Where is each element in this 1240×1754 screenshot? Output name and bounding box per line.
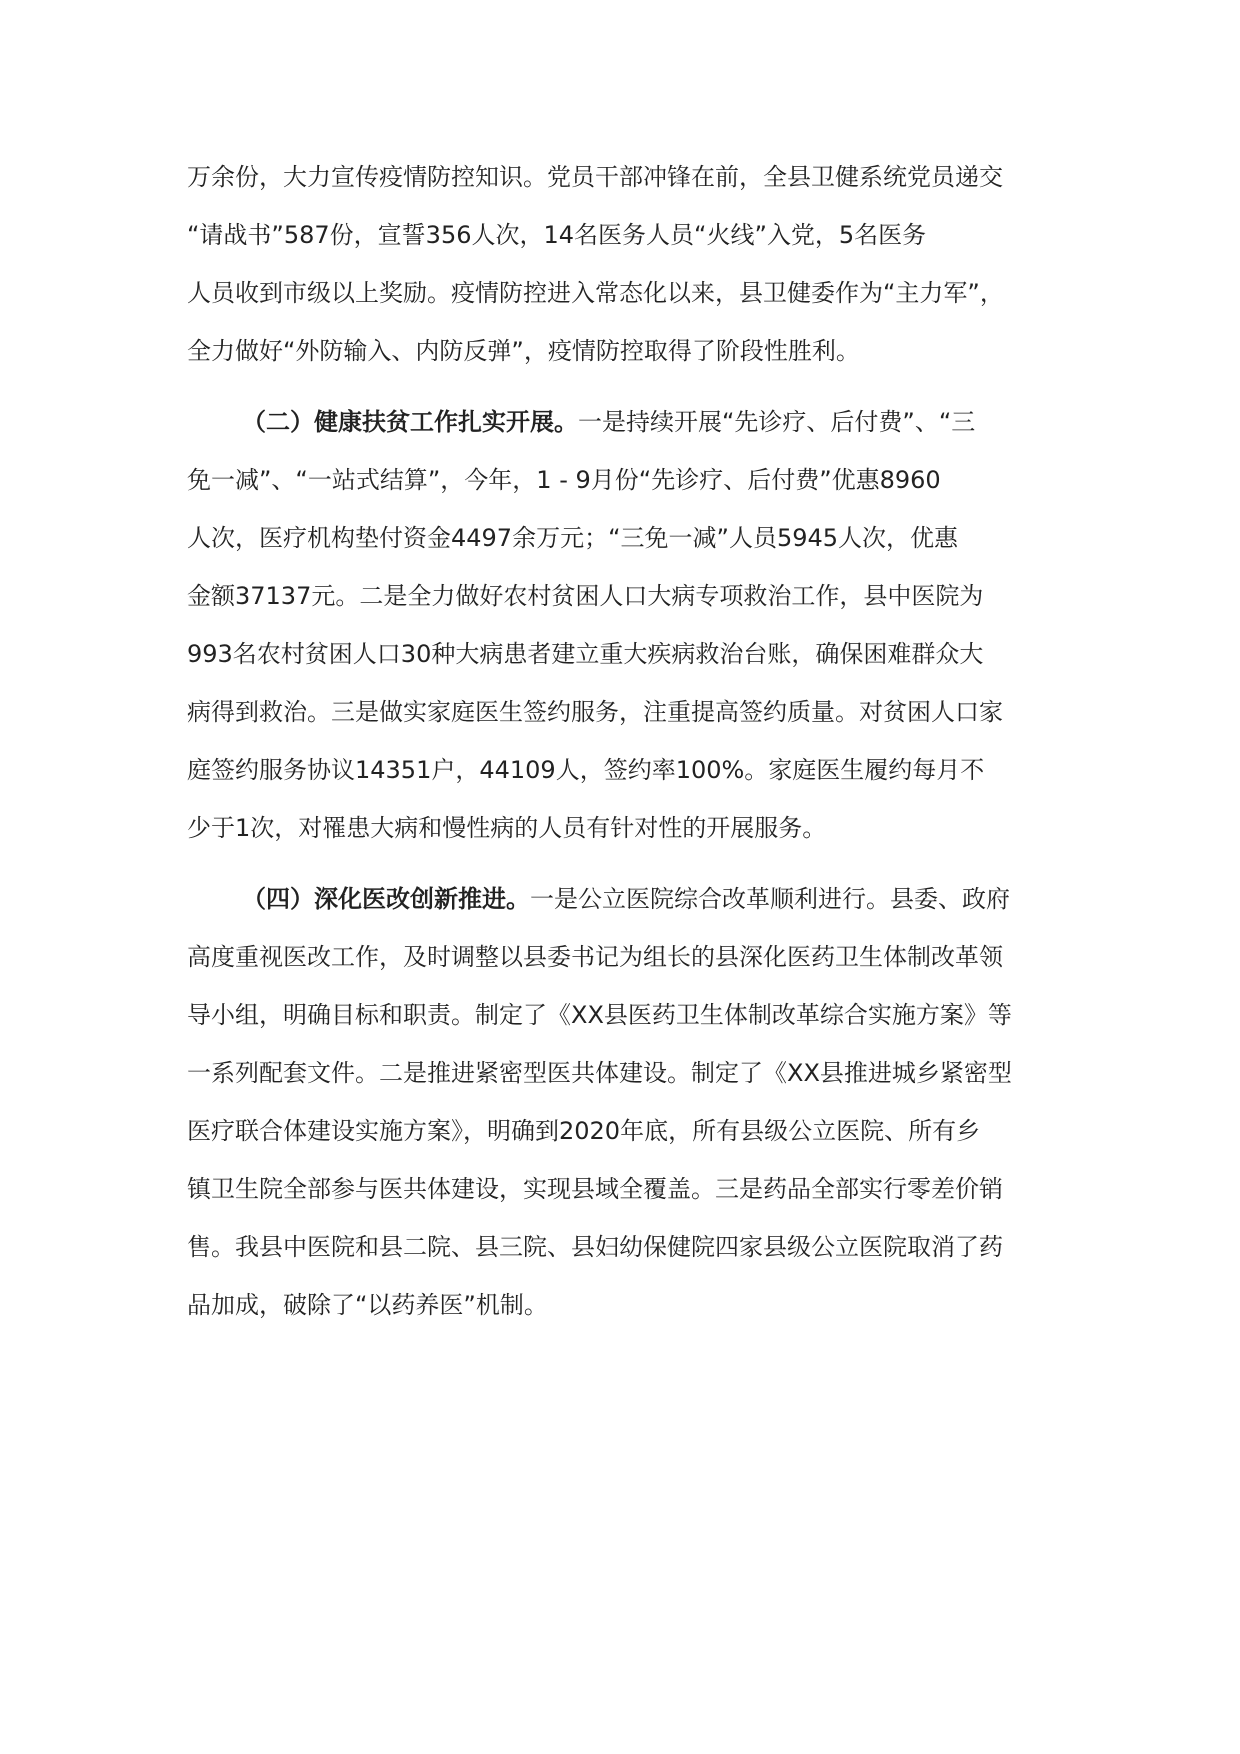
paragraph-3-line-3: 导小组，明确目标和职责。制定了《XX县医药卫生体制改革综合实施方案》等 — [187, 1001, 1012, 1029]
paragraph-1-line-2: “请战书”587份，宣誓356人次，14名医务人员“火线”入党，5名医务 — [187, 221, 927, 249]
paragraph-2-line-5: 993名农村贫困人口30种大病患者建立重大疾病救治台账，确保困难群众大 — [187, 640, 984, 668]
paragraph-2-line-1-text: 一是持续开展“先诊疗、后付费”、“三 — [578, 408, 976, 436]
paragraph-2-line-7: 庭签约服务协议14351户，44109人，签约率100%。家庭医生履约每月不 — [187, 756, 985, 784]
paragraph-1-line-4: 全力做好“外防输入、内防反弹”，疫情防控取得了阶段性胜利。 — [187, 337, 860, 365]
paragraph-3-line-1 — [242, 879, 1142, 919]
paragraph-1-line-3: 人员收到市级以上奖励。疫情防控进入常态化以来，县卫健委作为“主力军”， — [187, 279, 1004, 307]
paragraph-2-line-4: 金额37137元。二是全力做好农村贫困人口大病专项救治工作，县中医院为 — [187, 582, 984, 610]
section-heading-4: （四）深化医改创新推进。 — [242, 885, 530, 913]
paragraph-3-line-8: 品加成，破除了“以药养医”机制。 — [187, 1291, 548, 1319]
paragraph-2-line-8: 少于1次，对罹患大病和慢性病的人员有针对性的开展服务。 — [187, 814, 827, 842]
paragraph-2-line-1 — [242, 402, 1142, 442]
paragraph-1-line-1: 万余份，大力宣传疫情防控知识。党员干部冲锋在前，全县卫健系统党员递交 — [187, 163, 1003, 191]
paragraph-3-line-5: 医疗联合体建设实施方案》，明确到2020年底，所有县级公立医院、所有乡 — [187, 1117, 981, 1145]
paragraph-3-line-4: 一系列配套文件。二是推进紧密型医共体建设。制定了《XX县推进城乡紧密型 — [187, 1059, 1012, 1087]
paragraph-3-line-1-text: 一是公立医院综合改革顺利进行。县委、政府 — [530, 885, 1010, 913]
paragraph-2-line-3: 人次，医疗机构垫付资金4497余万元；“三免一减”人员5945人次，优惠 — [187, 524, 959, 552]
paragraph-3-line-7: 售。我县中医院和县二院、县三院、县妇幼保健院四家县级公立医院取消了药 — [187, 1233, 1003, 1261]
paragraph-2-line-2: 免一减”、“一站式结算”，今年，1 - 9月份“先诊疗、后付费”优惠8960 — [187, 466, 941, 494]
section-heading-2: （二）健康扶贫工作扎实开展。 — [242, 408, 578, 436]
paragraph-3-line-2: 高度重视医改工作，及时调整以县委书记为组长的县深化医药卫生体制改革领 — [187, 943, 1003, 971]
paragraph-3-line-6: 镇卫生院全部参与医共体建设，实现县域全覆盖。三是药品全部实行零差价销 — [187, 1175, 1003, 1203]
paragraph-2-line-6: 病得到救治。三是做实家庭医生签约服务，注重提高签约质量。对贫困人口家 — [187, 698, 1003, 726]
